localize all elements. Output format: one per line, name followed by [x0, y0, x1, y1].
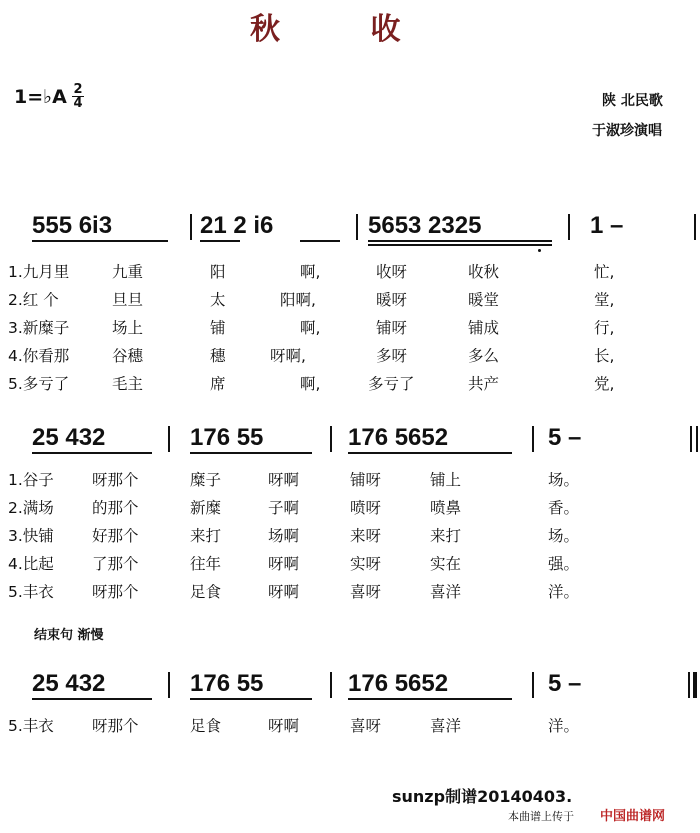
lyric: 的那个 — [92, 499, 139, 517]
lyric: 呀啊 — [268, 471, 300, 489]
lyric: 多呀 — [376, 347, 408, 365]
beam — [368, 244, 552, 246]
barline — [694, 214, 696, 240]
barline — [330, 672, 332, 698]
lyric: 阳啊, — [280, 291, 316, 309]
lyric: 4.你看那 — [8, 347, 70, 365]
lyric: 暖堂 — [468, 291, 500, 309]
lyric: 谷穗 — [112, 347, 144, 365]
barline — [532, 426, 534, 452]
lyric: 铺上 — [430, 471, 462, 489]
beam — [200, 240, 240, 242]
beam — [32, 240, 168, 242]
measure: 5 – — [548, 424, 582, 451]
lyric: 实在 — [430, 555, 462, 573]
lyric: 长, — [594, 347, 615, 365]
barline — [696, 426, 698, 452]
beam — [190, 452, 312, 454]
lyric: 糜子 — [190, 471, 222, 489]
lyric: 5.丰衣 — [8, 583, 54, 601]
lyric: 往年 — [190, 555, 222, 573]
lyric: 喷鼻 — [430, 499, 462, 517]
lyric: 来打 — [190, 527, 222, 545]
time-signature — [72, 84, 84, 109]
barline — [532, 672, 534, 698]
lyric: 来打 — [430, 527, 462, 545]
transcriber-signature: sunzp制谱20140403. — [392, 787, 573, 806]
lyric: 了那个 — [92, 555, 139, 573]
lyric: 呀那个 — [92, 583, 139, 601]
time-top: 2 — [73, 82, 83, 97]
lyric: 暖呀 — [376, 291, 408, 309]
lyric: 呀啊 — [268, 555, 300, 573]
lyric: 喜呀 — [350, 583, 382, 601]
lyric: 香。 — [548, 499, 580, 517]
lyric: 堂, — [594, 291, 615, 309]
measure: 1 – — [590, 212, 624, 239]
lyric: 1.九月里 — [8, 263, 70, 281]
song-title: 秋 收 — [250, 12, 441, 47]
lyric: 呀啊, — [270, 347, 306, 365]
lyric: 呀啊 — [268, 717, 300, 735]
lyric: 2.红 个 — [8, 291, 59, 309]
lyric: 多亏了 — [368, 375, 415, 393]
lyric: 席 — [210, 375, 226, 393]
lyric: 收秋 — [468, 263, 500, 281]
lyric: 收呀 — [376, 263, 408, 281]
lyric: 穗 — [210, 347, 226, 365]
lyric: 毛主 — [112, 375, 144, 393]
lyric: 强。 — [548, 555, 580, 573]
barline — [690, 426, 692, 452]
lyric: 3.新糜子 — [8, 319, 70, 337]
barline — [168, 672, 170, 698]
beam — [348, 452, 512, 454]
barline — [688, 672, 690, 698]
lyric: 呀啊 — [268, 583, 300, 601]
lyric: 5.丰衣 — [8, 717, 54, 735]
lyric: 好那个 — [92, 527, 139, 545]
measure: 176 5652 — [348, 670, 449, 697]
measure: 5 – — [548, 670, 582, 697]
beam — [32, 698, 152, 700]
time-bottom: 4 — [73, 96, 83, 111]
lyric: 行, — [594, 319, 615, 337]
lyric: 党, — [594, 375, 615, 393]
lyric: 喜呀 — [350, 717, 382, 735]
lyric: 实呀 — [350, 555, 382, 573]
lyric: 啊, — [300, 375, 321, 393]
barline — [168, 426, 170, 452]
lyric: 场。 — [548, 527, 580, 545]
measure: 176 55 — [190, 424, 264, 451]
key-signature: 1=♭A — [14, 86, 67, 108]
beam — [190, 698, 312, 700]
ending-label: 结束句 渐慢 — [34, 628, 104, 643]
lyric: 5.多亏了 — [8, 375, 70, 393]
lyric: 洋。 — [548, 717, 580, 735]
lyric: 阳 — [210, 263, 226, 281]
credit-origin: 陕 北民歌 — [602, 93, 663, 109]
lyric: 子啊 — [268, 499, 300, 517]
lyric: 铺呀 — [350, 471, 382, 489]
lyric: 铺成 — [468, 319, 500, 337]
lyric: 场。 — [548, 471, 580, 489]
lyric: 场啊 — [268, 527, 300, 545]
lyric: 洋。 — [548, 583, 580, 601]
barline — [190, 214, 192, 240]
final-barline — [693, 672, 697, 698]
lyric: 场上 — [112, 319, 144, 337]
beam — [32, 452, 152, 454]
lyric: 足食 — [190, 717, 222, 735]
measure: 25 432 — [32, 424, 106, 451]
lyric: 共产 — [468, 375, 500, 393]
lyric: 3.快铺 — [8, 527, 54, 545]
upload-note: 本曲谱上传于 — [508, 810, 574, 823]
measure: 176 5652 — [348, 424, 449, 451]
lyric: 多么 — [468, 347, 500, 365]
lyric: 1.谷子 — [8, 471, 54, 489]
measure: 25 432 — [32, 670, 106, 697]
measure: 5653 2325 — [368, 212, 482, 239]
lyric: 喷呀 — [350, 499, 382, 517]
measure: 555 6i3 — [32, 212, 113, 239]
credit-performer: 于淑珍演唱 — [592, 123, 662, 139]
site-logo[interactable]: 中国曲谱网 — [600, 809, 666, 824]
lyric: 4.比起 — [8, 555, 54, 573]
beam — [368, 240, 552, 242]
barline — [330, 426, 332, 452]
lyric: 铺 — [210, 319, 226, 337]
measure: 176 55 — [190, 670, 264, 697]
lyric: 旦旦 — [112, 291, 144, 309]
barline — [568, 214, 570, 240]
lyric: 忙, — [594, 263, 615, 281]
lyric: 九重 — [112, 263, 144, 281]
lyric: 呀那个 — [92, 471, 139, 489]
lyric: 啊, — [300, 319, 321, 337]
lyric: 铺呀 — [376, 319, 408, 337]
lyric: 来呀 — [350, 527, 382, 545]
lyric: 2.满场 — [8, 499, 54, 517]
lyric: 喜洋 — [430, 583, 462, 601]
lyric: 呀那个 — [92, 717, 139, 735]
lyric: 足食 — [190, 583, 222, 601]
lyric: 啊, — [300, 263, 321, 281]
barline — [356, 214, 358, 240]
measure: 21 2 i6 — [200, 212, 274, 239]
beam — [300, 240, 340, 242]
beam — [348, 698, 512, 700]
lyric: 喜洋 — [430, 717, 462, 735]
lyric: 新糜 — [190, 499, 222, 517]
octave-dot — [538, 249, 541, 252]
lyric: 太 — [210, 291, 226, 309]
